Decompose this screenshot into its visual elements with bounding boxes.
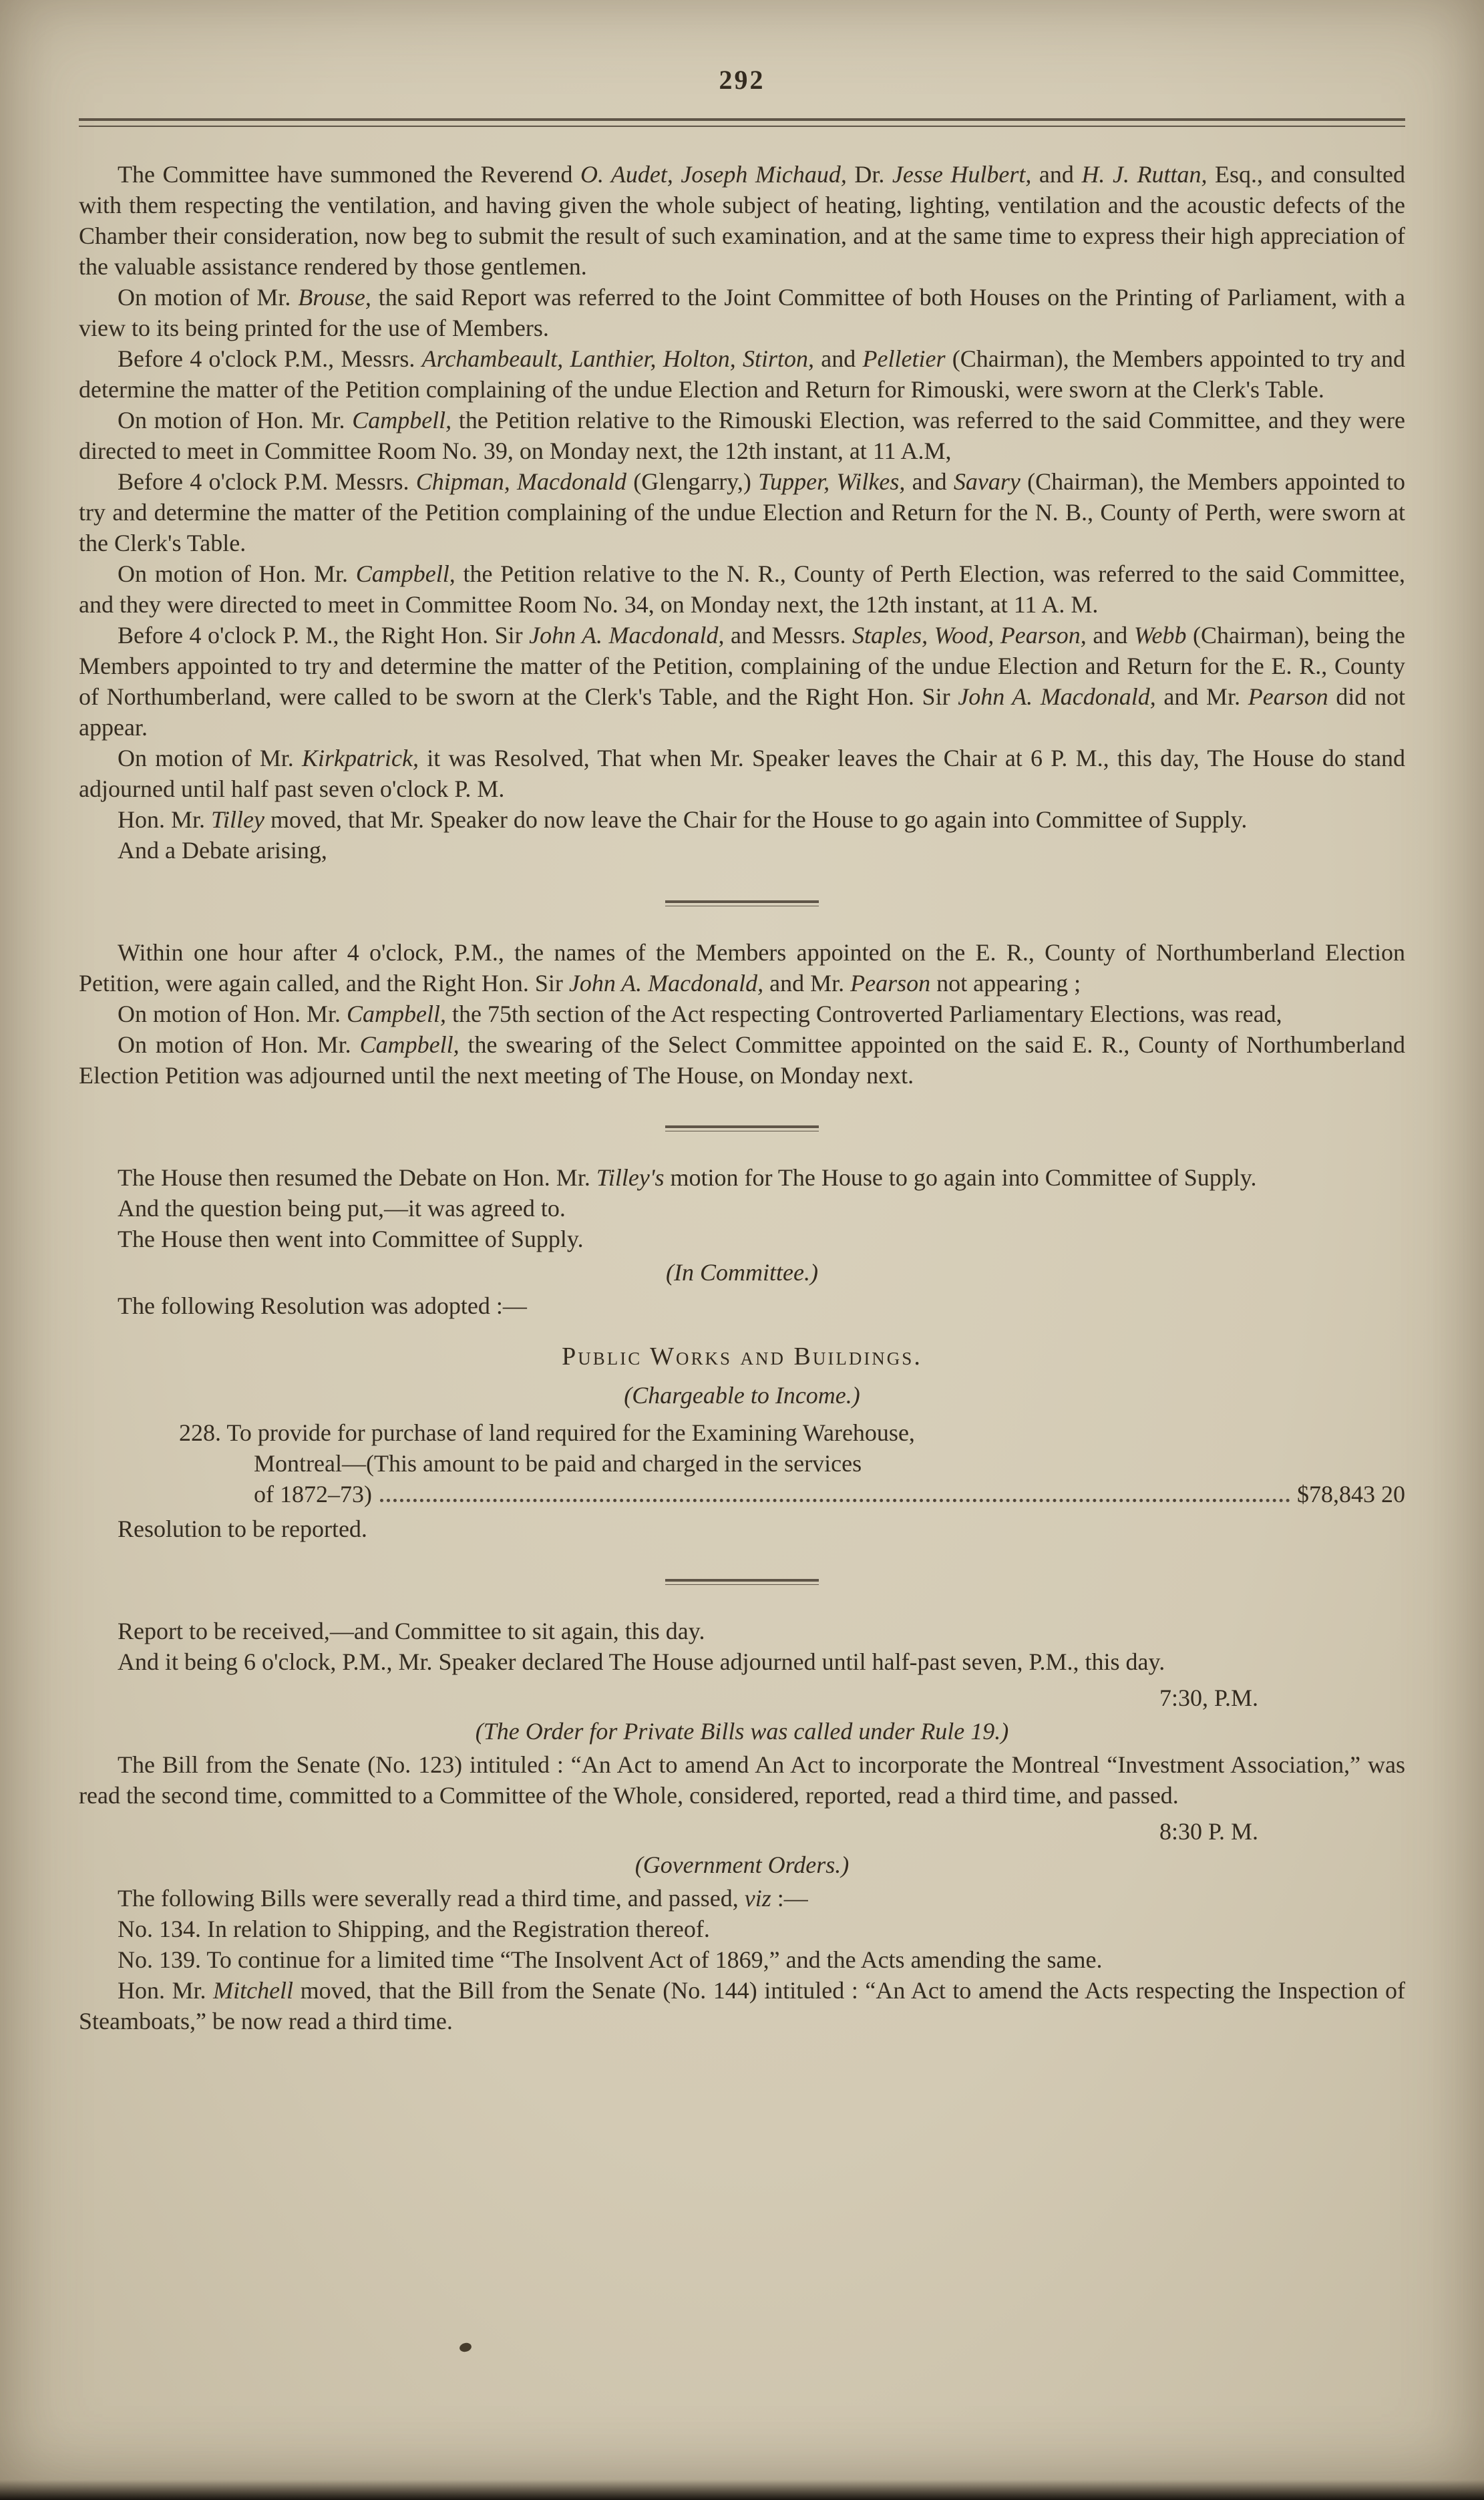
paragraph: The House then went into Committee of Supply. <box>118 1226 584 1252</box>
stage-direction: (The Order for Private Bills was called under Rule 19.) <box>475 1718 1009 1745</box>
paragraph: Before 4 o'clock P.M., Messrs. Archambeault, Lanthier, Holton, Stirton, and Pelletier (Chairman), the Members appointed to try and determine the matter of the Petition complaining of the undue Election and Return for Rimouski, were sworn at the Clerk's Table. <box>79 345 1405 403</box>
paragraph: And the question being put,—it was agreed to. <box>118 1195 566 1222</box>
paragraph: No. 134. In relation to Shipping, and the Registration thereof. <box>118 1916 710 1942</box>
stage-direction: (In Committee.) <box>666 1259 818 1286</box>
section-heading: Public Works and Buildings. <box>562 1343 922 1371</box>
section-divider <box>665 1125 819 1131</box>
paragraph: Report to be received,—and Committee to sit again, this day. <box>118 1618 705 1644</box>
paragraph: Hon. Mr. Mitchell moved, that the Bill from the Senate (No. 144) intituled : “An Act to amend the Acts respecting the Inspection of Steamboats,” be now read a third time. <box>79 1977 1405 2034</box>
paragraph: Before 4 o'clock P.M. Messrs. Chipman, Macdonald (Glengarry,) Tupper, Wilkes, and Savary (Chairman), the Members appointed to try and determine the matter of the Petition complaining of the undue Election and Return for the N. B., County of Perth, were sworn at the Clerk's Table. <box>79 468 1405 556</box>
resolution-amount: $78,843 20 <box>1297 1481 1405 1507</box>
paragraph: Before 4 o'clock P. M., the Right Hon. Sir John A. Macdonald, and Messrs. Staples, Wood, Pearson, and Webb (Chairman), being the Members appointed to try and determine the matter of the Petition, complaining of the undue Election and Return for the E. R., County of Northumberland, were called to be sworn at the Clerk's Table, and the Right Hon. Sir John A. Macdonald, and Mr. Pearson did not appear. <box>79 622 1405 741</box>
paragraph: On motion of Mr. Brouse, the said Report was referred to the Joint Committee of both Houses on the Printing of Parliament, with a view to its being printed for the use of Members. <box>79 284 1405 341</box>
page-number: 292 <box>719 65 765 95</box>
paragraph: On motion of Hon. Mr. Campbell, the Petition relative to the Rimouski Election, was referred to the said Committee, and they were directed to meet in Committee Room No. 39, on Monday next, the 12th instant, at 11 A.M, <box>79 407 1405 464</box>
section-divider <box>665 1579 819 1585</box>
section-divider <box>665 900 819 906</box>
paragraph: On motion of Hon. Mr. Campbell, the Petition relative to the N. R., County of Perth Election, was referred to the said Committee, and they were directed to meet in Committee Room No. 34, on Monday next, the 12th instant, at 11 A. M. <box>79 560 1405 618</box>
paragraph: On motion of Hon. Mr. Campbell, the swearing of the Select Committee appointed on the said E. R., County of Northumberland Election Petition was adjourned until the next meeting of The House, on Monday next. <box>79 1031 1405 1089</box>
timestamp: 7:30, P.M. <box>1159 1684 1258 1711</box>
paragraph: No. 139. To continue for a limited time “The Insolvent Act of 1869,” and the Acts amending the same. <box>118 1946 1103 1973</box>
paragraph: The following Resolution was adopted :— <box>118 1292 527 1319</box>
paragraph: On motion of Mr. Kirkpatrick, it was Resolved, That when Mr. Speaker leaves the Chair at 6 P. M., this day, The House do stand adjourned until half past seven o'clock P. M. <box>79 745 1405 802</box>
paragraph: Hon. Mr. Tilley moved, that Mr. Speaker do now leave the Chair for the House to go again into Committee of Supply. <box>118 806 1248 833</box>
paragraph: The Committee have summoned the Reverend O. Audet, Joseph Michaud, Dr. Jesse Hulbert, and H. J. Ruttan, Esq., and consulted with them respecting the ventilation, and having given the whole subject of heating, lighting, ventilation and the acoustic defects of the Chamber their consideration, now beg to submit the result of such examination, and at the same time to express their high appreciation of the valuable assistance rendered by those gentlemen. <box>79 161 1406 280</box>
resolution-item: 228. To provide for purchase of land required for the Examining Warehouse, Montreal—(This amount to be paid and charged in the services of 1872–73) $78,843 20 <box>79 1417 1405 1509</box>
header-double-rule <box>79 118 1405 127</box>
ink-blot <box>459 2342 473 2353</box>
stage-direction: (Chargeable to Income.) <box>624 1382 860 1409</box>
stage-direction: (Government Orders.) <box>634 1851 850 1878</box>
paragraph: And a Debate arising, <box>118 837 327 864</box>
scan-bottom-edge <box>0 2480 1484 2500</box>
paragraph: Resolution to be reported. <box>118 1515 367 1542</box>
timestamp: 8:30 P. M. <box>1159 1818 1258 1845</box>
page-content <box>79 159 1405 2036</box>
dotted-leader <box>380 1499 1290 1502</box>
paragraph: The House then resumed the Debate on Hon. Mr. Tilley's motion for The House to go again into Committee of Supply. <box>118 1164 1257 1191</box>
paragraph: Within one hour after 4 o'clock, P.M., the names of the Members appointed on the E. R., County of Northumberland Election Petition, were again called, and the Right Hon. Sir John A. Macdonald, and Mr. Pearson not appearing ; <box>79 939 1405 997</box>
paragraph: The following Bills were severally read a third time, and passed, viz :— <box>118 1885 808 1912</box>
paragraph: And it being 6 o'clock, P.M., Mr. Speaker declared The House adjourned until half-past seven, P.M., this day. <box>118 1648 1165 1675</box>
paragraph: The Bill from the Senate (No. 123) intituled : “An Act to amend An Act to incorporate the Montreal “Investment Association,” was read the second time, committed to a Committee of the Whole, considered, reported, read a third time, and passed. <box>79 1751 1405 1809</box>
paragraph: On motion of Hon. Mr. Campbell, the 75th section of the Act respecting Controverted Parliamentary Elections, was read, <box>118 1001 1282 1027</box>
